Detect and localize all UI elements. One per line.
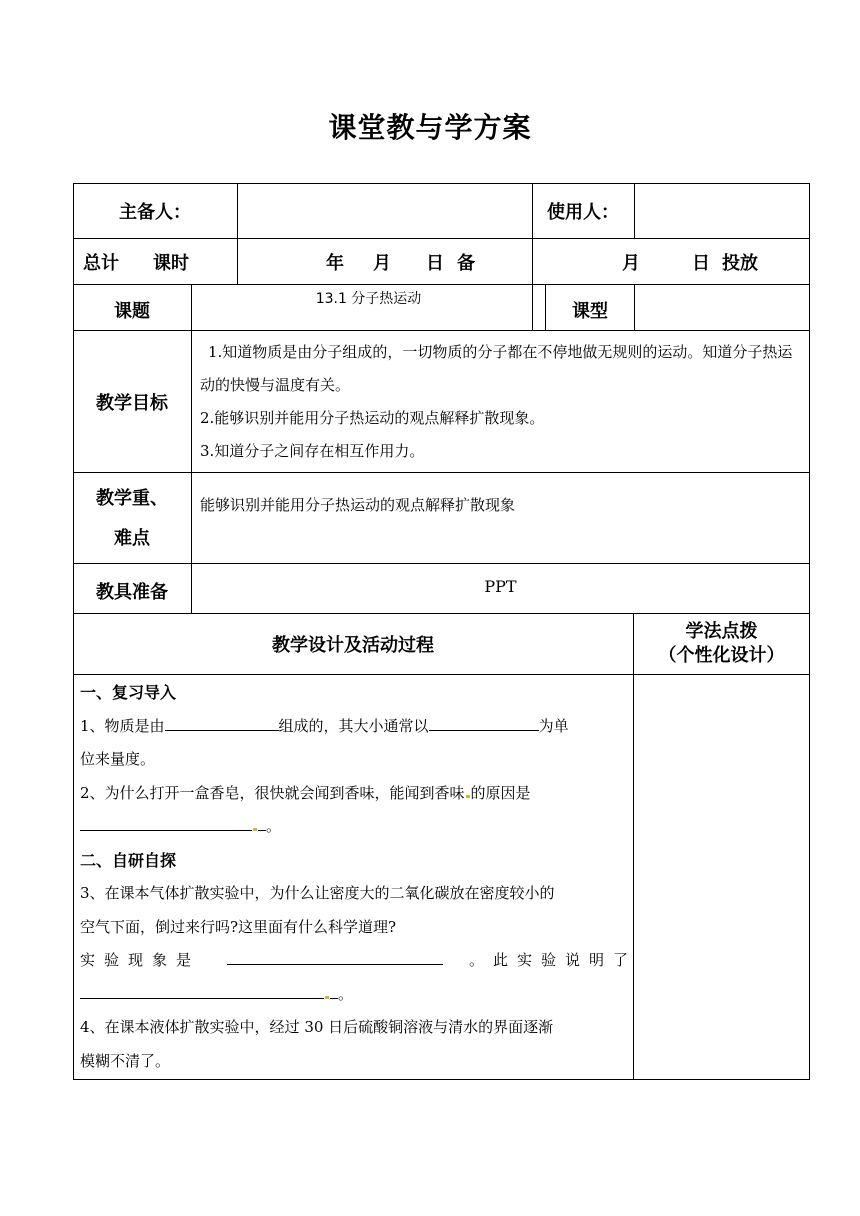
objectives-list [200, 336, 803, 468]
question-1: 1、物质是由 组成的，其大小通常以 为单 [80, 710, 628, 744]
tools-value: PPT [484, 577, 517, 596]
date-prepare-label: 备 [457, 252, 475, 274]
deliver-month-label: 月 [622, 252, 640, 274]
topic-value: 13.1 分子热运动 [315, 291, 422, 307]
key-points-label [73, 473, 191, 563]
question-4-line2: 模糊不清了。 [80, 1051, 171, 1070]
user-label: 使用人： [547, 201, 619, 223]
date-year-label: 年 [326, 252, 344, 274]
tools-label: 教具准备 [96, 581, 168, 603]
question-1-cont: 位来量度。 [80, 750, 156, 768]
design-header-left: 教学设计及活动过程 [272, 635, 434, 656]
deliver-day-label: 日 [692, 252, 710, 274]
lesson-plan-table [73, 183, 810, 1080]
objectives-label: 教学目标 [96, 392, 168, 414]
lesson-type-value[interactable] [635, 285, 809, 330]
design-header-right [634, 614, 809, 674]
question-3-answer: 。 [80, 978, 628, 1012]
question-3-observation: 实验现象是 。此实验说明了 [80, 944, 628, 978]
total-label: 总计 [83, 252, 119, 274]
question-3-line1: 3、在课本气体扩散实验中，为什么让密度大的二氧化碳放在密度较小的 [80, 884, 555, 902]
objective-item: 2.能够识别并能用分子热运动的观点解释扩散现象。 [200, 409, 545, 427]
design-header-right-line2: （个性化设计） [658, 645, 785, 666]
section-review-title: 一、复习导入 [80, 683, 177, 702]
key-points-value: 能够识别并能用分子热运动的观点解释扩散现象 [200, 496, 516, 514]
key-points-label-line2: 难点 [114, 528, 150, 549]
answer-blank[interactable] [429, 710, 539, 731]
user-value[interactable] [635, 183, 809, 238]
question-2-answer: 。 [80, 810, 628, 844]
hours-label: 课时 [153, 252, 189, 274]
topic-label: 课题 [114, 300, 150, 322]
deliver-date-cell [533, 239, 809, 284]
answer-blank[interactable] [165, 710, 279, 731]
objective-item: 3.知道分子之间存在相互作用力。 [200, 442, 425, 460]
preparer-label: 主备人： [119, 201, 191, 223]
preparer-value[interactable] [238, 183, 532, 238]
deliver-label: 投放 [722, 252, 758, 274]
date-month-label: 月 [373, 252, 391, 274]
objective-item: 1.知道物质是由分子组成的，一切物质的分子都在不停地做无规则的运动。知道分子热运动的快慢与温度有关。 [200, 343, 793, 394]
question-4-line1: 4、在课本液体扩散实验中，经过 30 日后硫酸铜溶液与清水的界面逐渐 [80, 1018, 554, 1036]
personalized-design-column[interactable] [634, 675, 809, 1079]
key-points-label-line1: 教学重、 [96, 488, 168, 509]
lesson-type-label: 课型 [572, 300, 608, 322]
question-3-line2: 空气下面，倒过来行吗?这里面有什么科学道理? [80, 917, 397, 936]
page-title: 课堂教与学方案 [328, 111, 532, 144]
answer-blank[interactable] [80, 978, 324, 999]
total-hours-cell [73, 239, 237, 284]
design-header-right-line1: 学法点拨 [685, 621, 758, 642]
answer-blank[interactable] [227, 944, 443, 965]
design-content [80, 676, 637, 1078]
section-explore-title: 二、自研自探 [80, 850, 177, 870]
question-2: 2、为什么打开一盒香皂，很快就会闻到香味，能闻到香味 的原因是 [80, 783, 531, 802]
date-day-label: 日 [426, 252, 444, 274]
prepare-date-cell [238, 239, 532, 284]
answer-blank[interactable] [80, 810, 252, 831]
